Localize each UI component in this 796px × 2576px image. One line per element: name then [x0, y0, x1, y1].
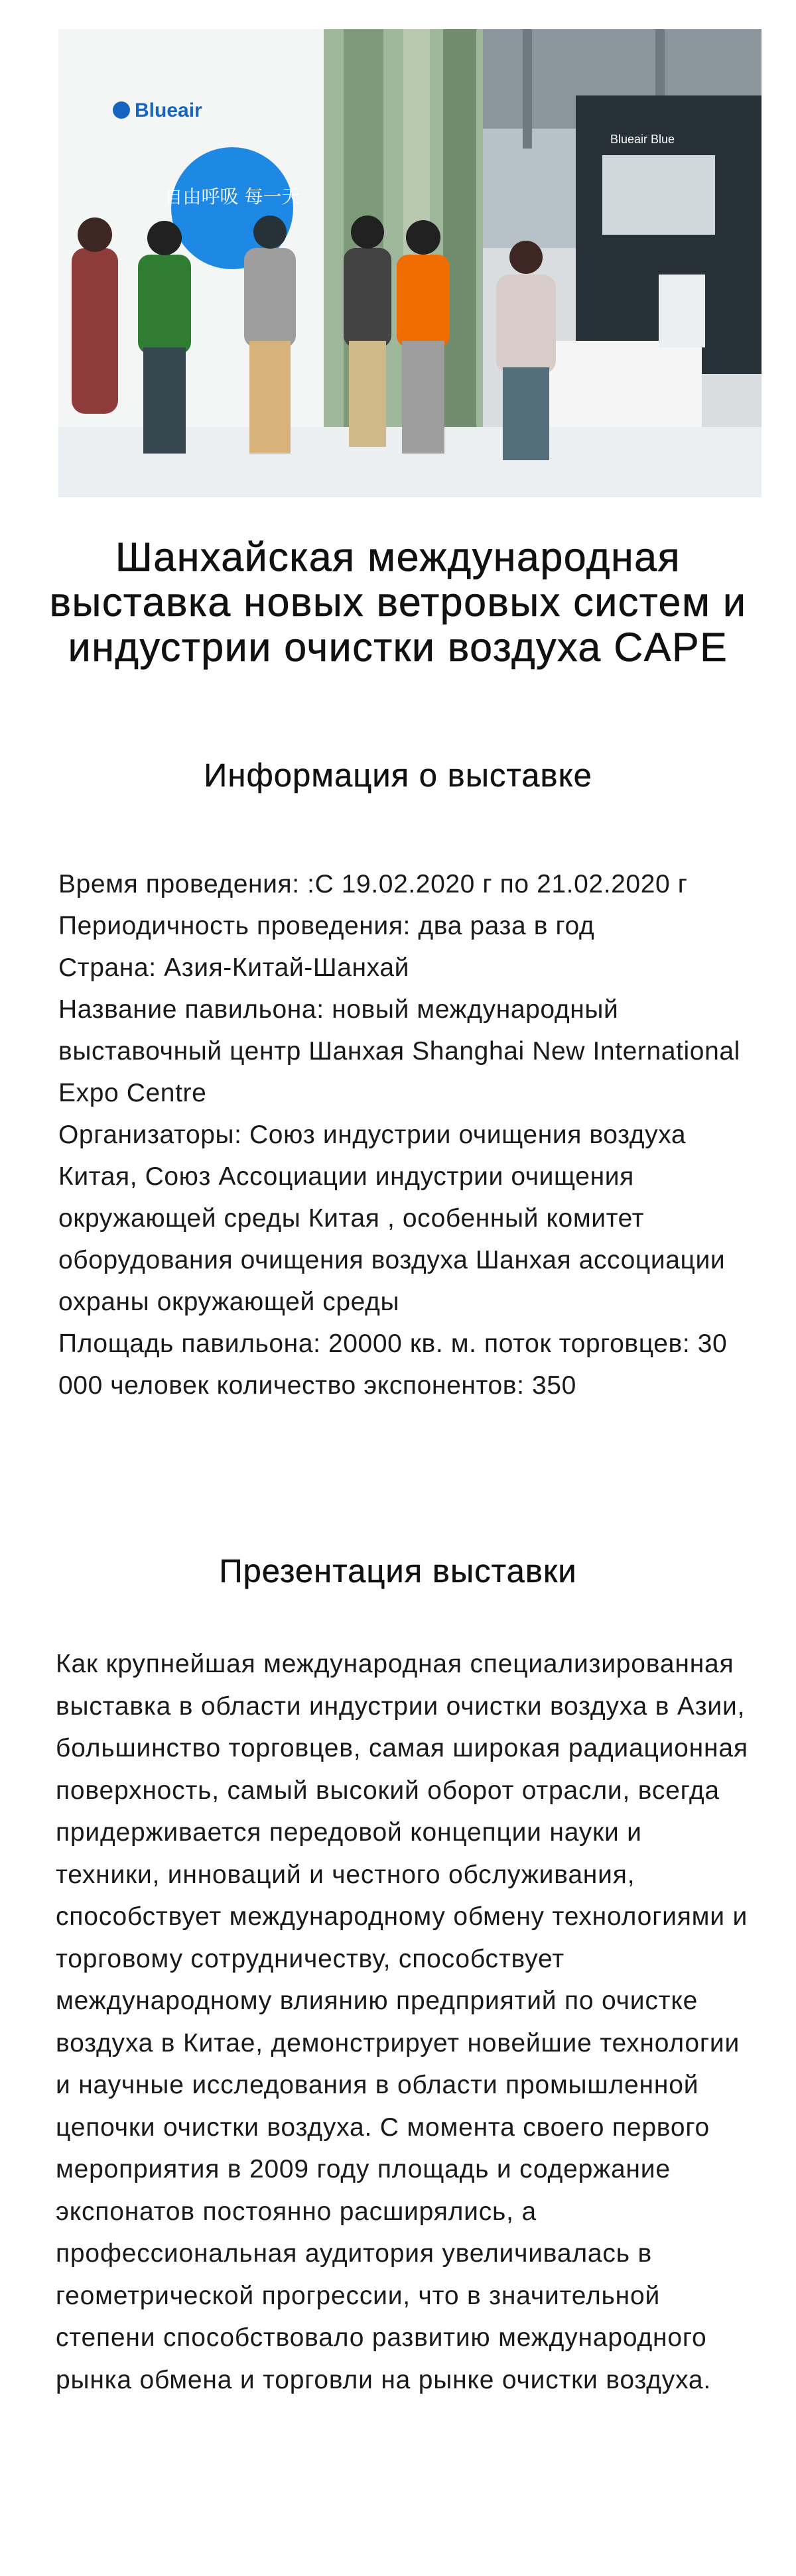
exhibition-presentation-heading: Презентация выставки: [219, 1554, 577, 1589]
exhibition-info-heading: Информация о выставке: [204, 758, 592, 794]
exhibition-photo: [58, 29, 762, 497]
exhibition-info-list: [58, 863, 748, 1406]
exhibition-photo-illustration: [58, 29, 762, 497]
info-item-organizers: Организаторы: Союз индустрии очищения воздуха Китая, Союз Ассоциации индустрии очищения окружающей среды Китая , особенный комитет оборудования очищения воздуха Шанхая ассоциации охраны окружающей среды: [58, 1121, 726, 1316]
info-item-dates: Время проведения: :С 19.02.2020 г по 21.02.2020 г: [58, 870, 688, 898]
info-item-frequency: Периодичность проведения: два раза в год: [58, 912, 595, 940]
info-item-venue: Название павильона: новый международный выставочный центр Шанхая Shanghai New International Expo Centre: [58, 995, 740, 1107]
info-item-area-stats: Площадь павильона: 20000 кв. м. поток торговцев: 30 000 человек количество экспонентов: 350: [58, 1329, 728, 1400]
booth-brand-logo: Blueair: [135, 99, 202, 121]
info-item-country: Страна: Азия-Китай-Шанхай: [58, 953, 409, 982]
exhibition-presentation-text: Как крупнейшая международная специализированная выставка в области индустрии очистки воздуха в Азии, большинство торговцев, самая широкая радиационная поверхность, самый высокий оборот отрасли, всегда придерживается передовой концепции науки и техники, инноваций и честного обслуживания, способствует международному обмену технологиями и торговому сотрудничеству, способствует международному влиянию предприятий по очистке воздуха в Китае, демонстрирует новейшие технологии и научные исследования в области промышленной цепочки очистки воздуха. С момента своего первого мероприятия в 2009 году площадь и содержание экспонатов постоянно расширялись, а профессиональная аудитория увеличивалась в геометрической прогрессии, что в значительной степени способствовало развитию международного рынка обмена и торговли на рынке очистки воздуха.: [56, 1650, 748, 2394]
booth-circle-sign-text: 自由呼吸 每一天: [164, 186, 300, 208]
stand-brand-label: Blueair Blue: [610, 133, 675, 146]
page-title: Шанхайская международная выставка новых ветровых систем и индустрии очистки воздуха CAPE: [49, 534, 747, 670]
